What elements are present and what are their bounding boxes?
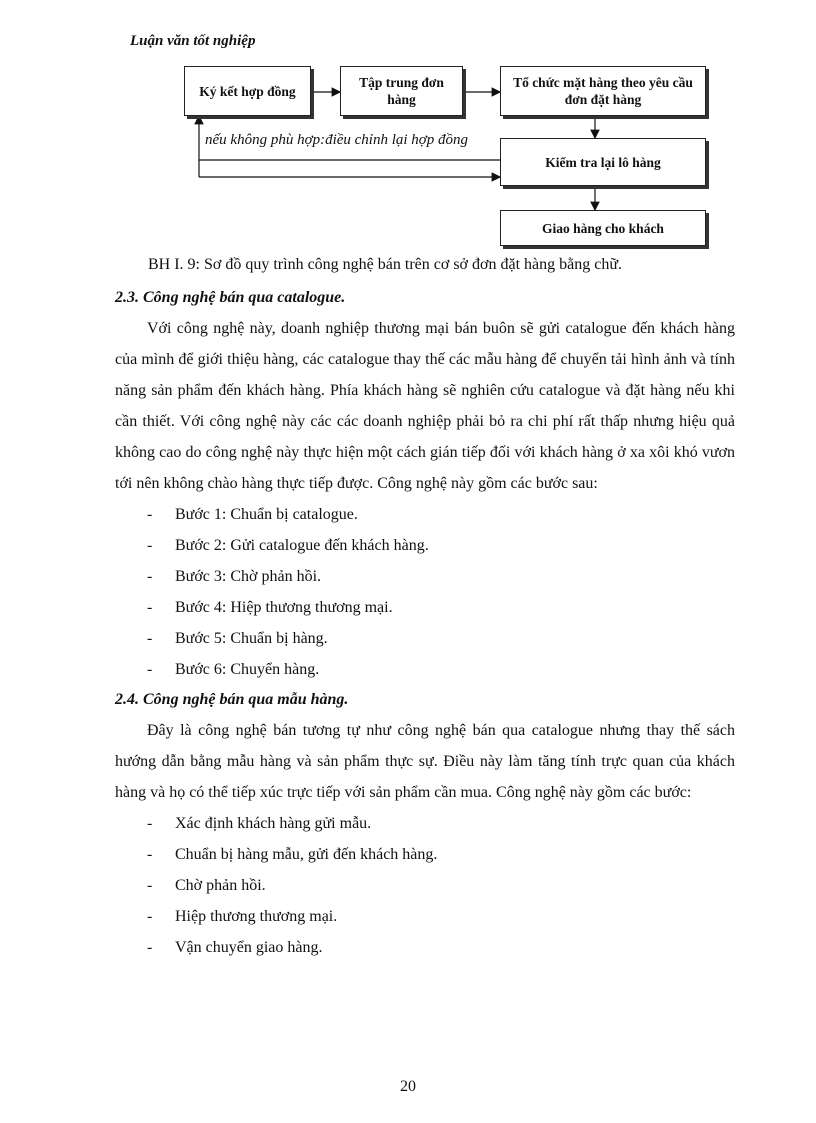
list-item: - Bước 5: Chuẩn bị hàng. [147,630,328,647]
box-contract: Ký kết hợp đồng [184,66,311,116]
main-content [115,283,735,963]
box-consolidate: Tập trung đơn hàng [340,66,463,116]
figure-caption: BH I. 9: Sơ đồ quy trình công nghệ bán trên cơ sở đơn đặt hàng bằng chữ. [148,256,622,273]
list-item: - Chuẩn bị hàng mẫu, gửi đến khách hàng. [147,846,438,863]
list-item: - Hiệp thương thương mại. [147,908,338,925]
section-paragraph-catalogue: Với công nghệ này, doanh nghiệp thương mại bán buôn sẽ gửi catalogue đến khách hàng của mình để giới thiệu hàng, các catalogue thay thế các mẫu hàng để chuyển tải hình ảnh và tính năng sản phẩm đến khách hàng. Phía khách hàng sẽ nghiên cứu catalogue và đặt hàng nếu khi cần thiết. Với công nghệ này các các doanh nghiệp phải bỏ ra chi phí rất thấp nhưng hiệu quả không cao do công nghệ này thực hiện một cách gián tiếp đối với khách hàng ở xa xôi khó vươn tới nên không chào hàng thực tiếp được. Công nghệ này gồm các bước sau: [115,320,735,492]
section-paragraph-sample: Đây là công nghệ bán tương tự như công nghệ bán qua catalogue nhưng thay thế sách hướng dẫn bằng mẫu hàng và sản phẩm thực sự. Điều này làm tăng tính trực quan của khách hàng và họ có thể tiếp xúc trực tiếp với sản phẩm cần mua. Công nghệ này gồm các bước: [115,722,735,801]
document-header: Luận văn tốt nghiệp [130,33,256,49]
box-organize: Tổ chức mặt hàng theo yêu cầu đơn đặt hàng [500,66,706,116]
list-item: - Bước 2: Gửi catalogue đến khách hàng. [147,537,429,554]
list-item: - Bước 1: Chuẩn bị catalogue. [147,506,358,523]
list-item: - Xác định khách hàng gửi mẫu. [147,815,372,832]
section-heading-sample: 2.4. Công nghệ bán qua mẫu hàng. [115,691,349,708]
step-list-catalogue [115,499,735,685]
feedback-note: nếu không phù hợp:điều chỉnh lại hợp đồng [205,132,469,148]
box-inspect: Kiểm tra lại lô hàng [500,138,706,186]
page-number: 20 [400,1078,416,1095]
list-item: - Bước 4: Hiệp thương thương mại. [147,599,393,616]
section-heading-catalogue: 2.3. Công nghệ bán qua catalogue. [115,289,346,306]
box-deliver: Giao hàng cho khách [500,210,706,246]
step-list-sample [115,808,735,963]
list-item: - Bước 6: Chuyển hàng. [147,661,320,678]
list-item: - Vận chuyển giao hàng. [147,939,323,956]
list-item: - Chờ phản hồi. [147,877,266,894]
list-item: - Bước 3: Chờ phản hồi. [147,568,322,585]
